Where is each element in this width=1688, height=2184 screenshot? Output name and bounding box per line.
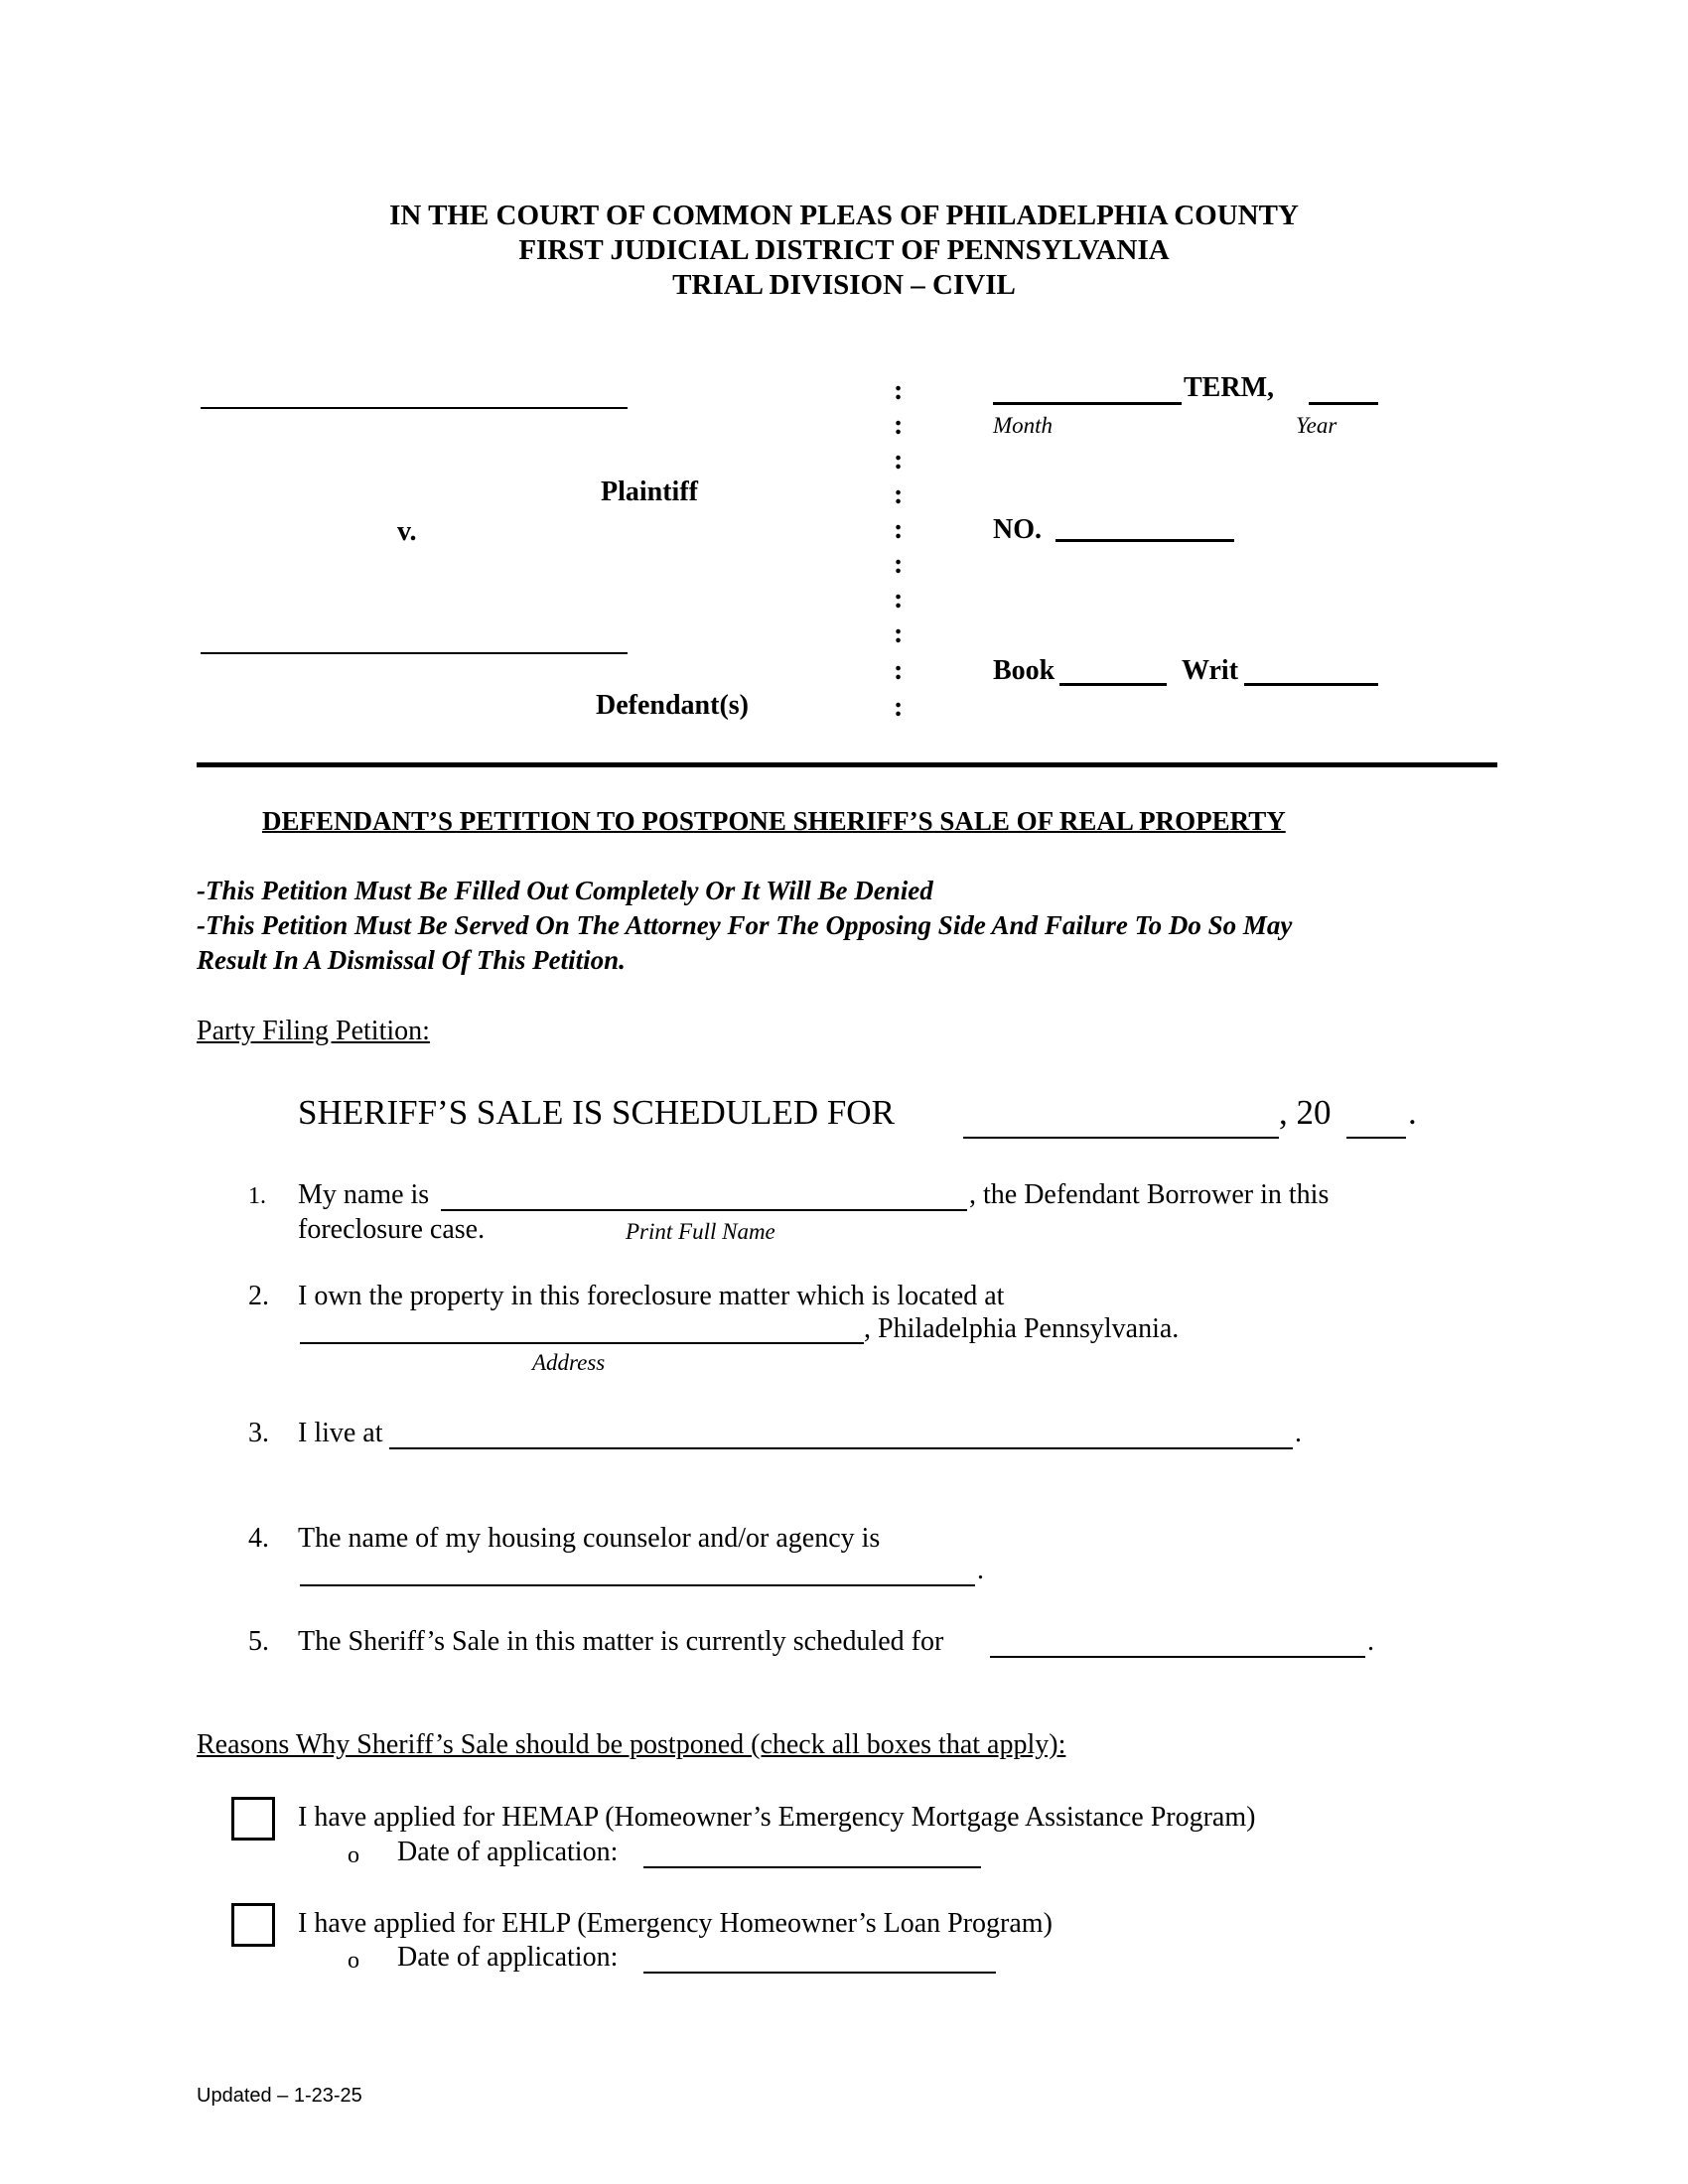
item3-text-after: . — [1295, 1418, 1302, 1448]
property-address-line[interactable] — [300, 1342, 864, 1344]
full-name-line[interactable] — [441, 1209, 967, 1211]
ehlp-label: I have applied for EHLP (Emergency Homeowner’s Loan Program) — [298, 1908, 1053, 1939]
instruction-line2: -This Petition Must Be Served On The Attorney For The Opposing Side And Failure To Do So May — [197, 910, 1293, 940]
month-hint: Month — [993, 413, 1054, 438]
defendant-name-line[interactable] — [201, 652, 628, 654]
writ-label: Writ — [1182, 655, 1239, 686]
residence-address-line[interactable] — [389, 1447, 1293, 1449]
defendant-label: Defendant(s) — [596, 690, 749, 721]
court-header-line3: TRIAL DIVISION – CIVIL — [672, 269, 1016, 301]
sale-year-line[interactable] — [1346, 1137, 1406, 1139]
caption-divider — [197, 762, 1497, 767]
scheduled-date-line[interactable] — [990, 1656, 1365, 1658]
item-number: 4. — [248, 1523, 269, 1554]
item-number: 5. — [248, 1626, 269, 1657]
hemap-date-label: Date of application: — [397, 1837, 619, 1867]
item4-text-after: . — [977, 1555, 984, 1585]
sale-date-line[interactable] — [963, 1137, 1279, 1139]
term-month-line[interactable] — [993, 402, 1182, 405]
item-number: 2. — [248, 1281, 269, 1311]
term-year-line[interactable] — [1309, 402, 1378, 405]
sale-year-prefix: , 20 — [1279, 1093, 1332, 1132]
writ-number-line[interactable] — [1244, 683, 1378, 686]
item4-text: The name of my housing counselor and/or agency is — [298, 1523, 881, 1554]
item1-text-before: My name is — [298, 1179, 430, 1210]
petition-title: DEFENDANT’S PETITION TO POSTPONE SHERIFF’S SALE OF REAL PROPERTY — [262, 806, 1286, 836]
plaintiff-label: Plaintiff — [601, 477, 698, 507]
reasons-label: Reasons Why Sheriff’s Sale should be postponed (check all boxes that apply): — [197, 1729, 1066, 1760]
caption-colon: : — [894, 410, 904, 441]
party-filing-label: Party Filing Petition: — [197, 1016, 430, 1046]
court-header-line1: IN THE COURT OF COMMON PLEAS OF PHILADELPHIA COUNTY — [389, 200, 1299, 231]
instruction-line3: Result In A Dismissal Of This Petition. — [197, 945, 626, 975]
versus-label: v. — [397, 516, 417, 547]
caption-colon: : — [894, 375, 904, 406]
instruction-line1: -This Petition Must Be Filled Out Completely Or It Will Be Denied — [197, 876, 933, 905]
bullet-circle-icon: o — [348, 1948, 359, 1974]
plaintiff-name-line[interactable] — [201, 407, 628, 409]
housing-counselor-line[interactable] — [300, 1584, 975, 1586]
address-hint: Address — [532, 1350, 606, 1375]
no-label: NO. — [993, 514, 1042, 545]
court-header-line2: FIRST JUDICIAL DISTRICT OF PENNSYLVANIA — [518, 234, 1170, 266]
bullet-circle-icon: o — [348, 1843, 359, 1868]
item1-text-after: , the Defendant Borrower in this — [969, 1179, 1330, 1210]
item5-text-after: . — [1367, 1626, 1374, 1657]
item-number: 3. — [248, 1418, 269, 1448]
ehlp-date-label: Date of application: — [397, 1942, 619, 1973]
hemap-label: I have applied for HEMAP (Homeowner’s Emergency Mortgage Assistance Program) — [298, 1802, 1256, 1833]
caption-colon: : — [894, 655, 904, 686]
caption-colon: : — [894, 618, 904, 649]
footer-updated: Updated – 1-23-25 — [197, 2085, 362, 2107]
case-number-line[interactable] — [1055, 539, 1234, 542]
book-label: Book — [993, 655, 1055, 686]
book-number-line[interactable] — [1059, 683, 1167, 686]
sale-schedule-suffix: . — [1408, 1093, 1417, 1132]
caption-colon: : — [894, 479, 904, 510]
term-label: TERM, — [1184, 372, 1274, 403]
year-hint: Year — [1296, 413, 1337, 438]
item2-text-after: , Philadelphia Pennsylvania. — [864, 1313, 1180, 1344]
caption-colon: : — [894, 692, 904, 723]
item-number: 1. — [248, 1183, 266, 1209]
sale-schedule-prefix: SHERIFF’S SALE IS SCHEDULED FOR — [298, 1093, 895, 1132]
print-full-name-hint: Print Full Name — [626, 1219, 775, 1244]
item2-text: I own the property in this foreclosure matter which is located at — [298, 1281, 1005, 1311]
item1-line2: foreclosure case. — [298, 1214, 486, 1245]
caption-colon: : — [894, 584, 904, 614]
ehlp-date-line[interactable] — [643, 1972, 996, 1974]
hemap-date-line[interactable] — [643, 1866, 981, 1868]
ehlp-checkbox[interactable] — [231, 1903, 275, 1947]
hemap-checkbox[interactable] — [231, 1797, 275, 1841]
caption-colon: : — [894, 549, 904, 580]
caption-colon: : — [894, 445, 904, 476]
caption-colon: : — [894, 514, 904, 545]
item5-text-before: The Sheriff’s Sale in this matter is currently scheduled for — [298, 1626, 944, 1657]
item3-text-before: I live at — [298, 1418, 383, 1448]
